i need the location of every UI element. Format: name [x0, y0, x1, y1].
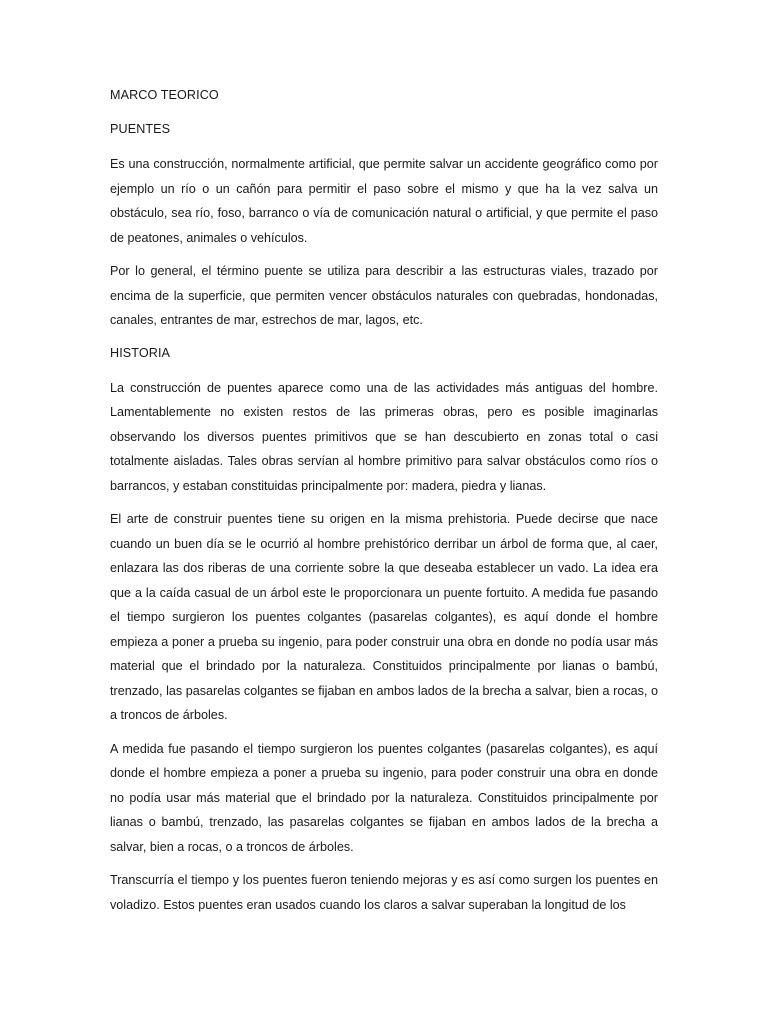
section-heading-historia: HISTORIA: [110, 345, 171, 360]
document-page: [110, 84, 658, 926]
section-heading-puentes: PUENTES: [110, 122, 171, 136]
paragraph-definition: Es una construcción, normalmente artificial, que permite salvar un accidente geográfico como por ejemplo un río o un cañón para permitir el paso sobre el mismo y que ha la vez salva un obstáculo, sea río, foso, barranco o vía de comunicación natural o artificial, y que permite el paso de peatones, animales o vehículos.: [110, 157, 658, 245]
paragraph-history-origin: La construcción de puentes aparece como una de las actividades más antiguas del hombre. Lamentablemente no existen restos de las primeras obras, pero es posible imaginarlas observando los diversos puentes primitivos que se han descubierto en zonas total o casi totalmente aisladas. Tales obras servían al hombre primitivo para salvar obstáculos como ríos o barrancos, y estaban constituidas principalmente por: madera, piedra y lianas.: [110, 380, 658, 493]
section-heading-marco-teorico: MARCO TEORICO: [110, 88, 219, 102]
paragraph-hanging-bridges: A medida fue pasando el tiempo surgieron los puentes colgantes (pasarelas colgantes), es aquí donde el hombre empieza a poner a prueba su ingenio, para poder construir una obra en donde no podía usar más material que el brindado por la naturaleza. Constituidos principalmente por lianas o bambú, trenzado, las pasarelas colgantes se fijaban en ambos lados de la brecha a salvar, bien a rocas, o a troncos de árboles.: [110, 741, 658, 854]
paragraph-cantilever-bridges: Transcurría el tiempo y los puentes fueron teniendo mejoras y es así como surgen los puentes en voladizo. Estos puentes eran usados cuando los claros a salvar superaban la longitud de los: [110, 873, 658, 912]
paragraph-general-term: Por lo general, el término puente se utiliza para describir a las estructuras viales, trazado por encima de la superficie, que permiten vencer obstáculos naturales con quebradas, hondonadas, canales, entrantes de mar, estrechos de mar, lagos, etc.: [110, 264, 658, 327]
paragraph-prehistory: El arte de construir puentes tiene su origen en la misma prehistoria. Puede decirse que nace cuando un buen día se le ocurrió al hombre prehistórico derribar un árbol de forma que, al caer, enlazara las dos riberas de una corriente sobre la que deseaba establecer un vado. La idea era que a la caída casual de un árbol este le proporcionara un puente fortuito. A medida fue pasando el tiempo surgieron los puentes colgantes (pasarelas colgantes), es aquí donde el hombre empieza a poner a prueba su ingenio, para poder construir una obra en donde no podía usar más material que el brindado por la naturaleza. Constituidos principalmente por lianas o bambú, trenzado, las pasarelas colgantes se fijaban en ambos lados de la brecha a salvar, bien a rocas, o a troncos de árboles.: [110, 512, 658, 722]
